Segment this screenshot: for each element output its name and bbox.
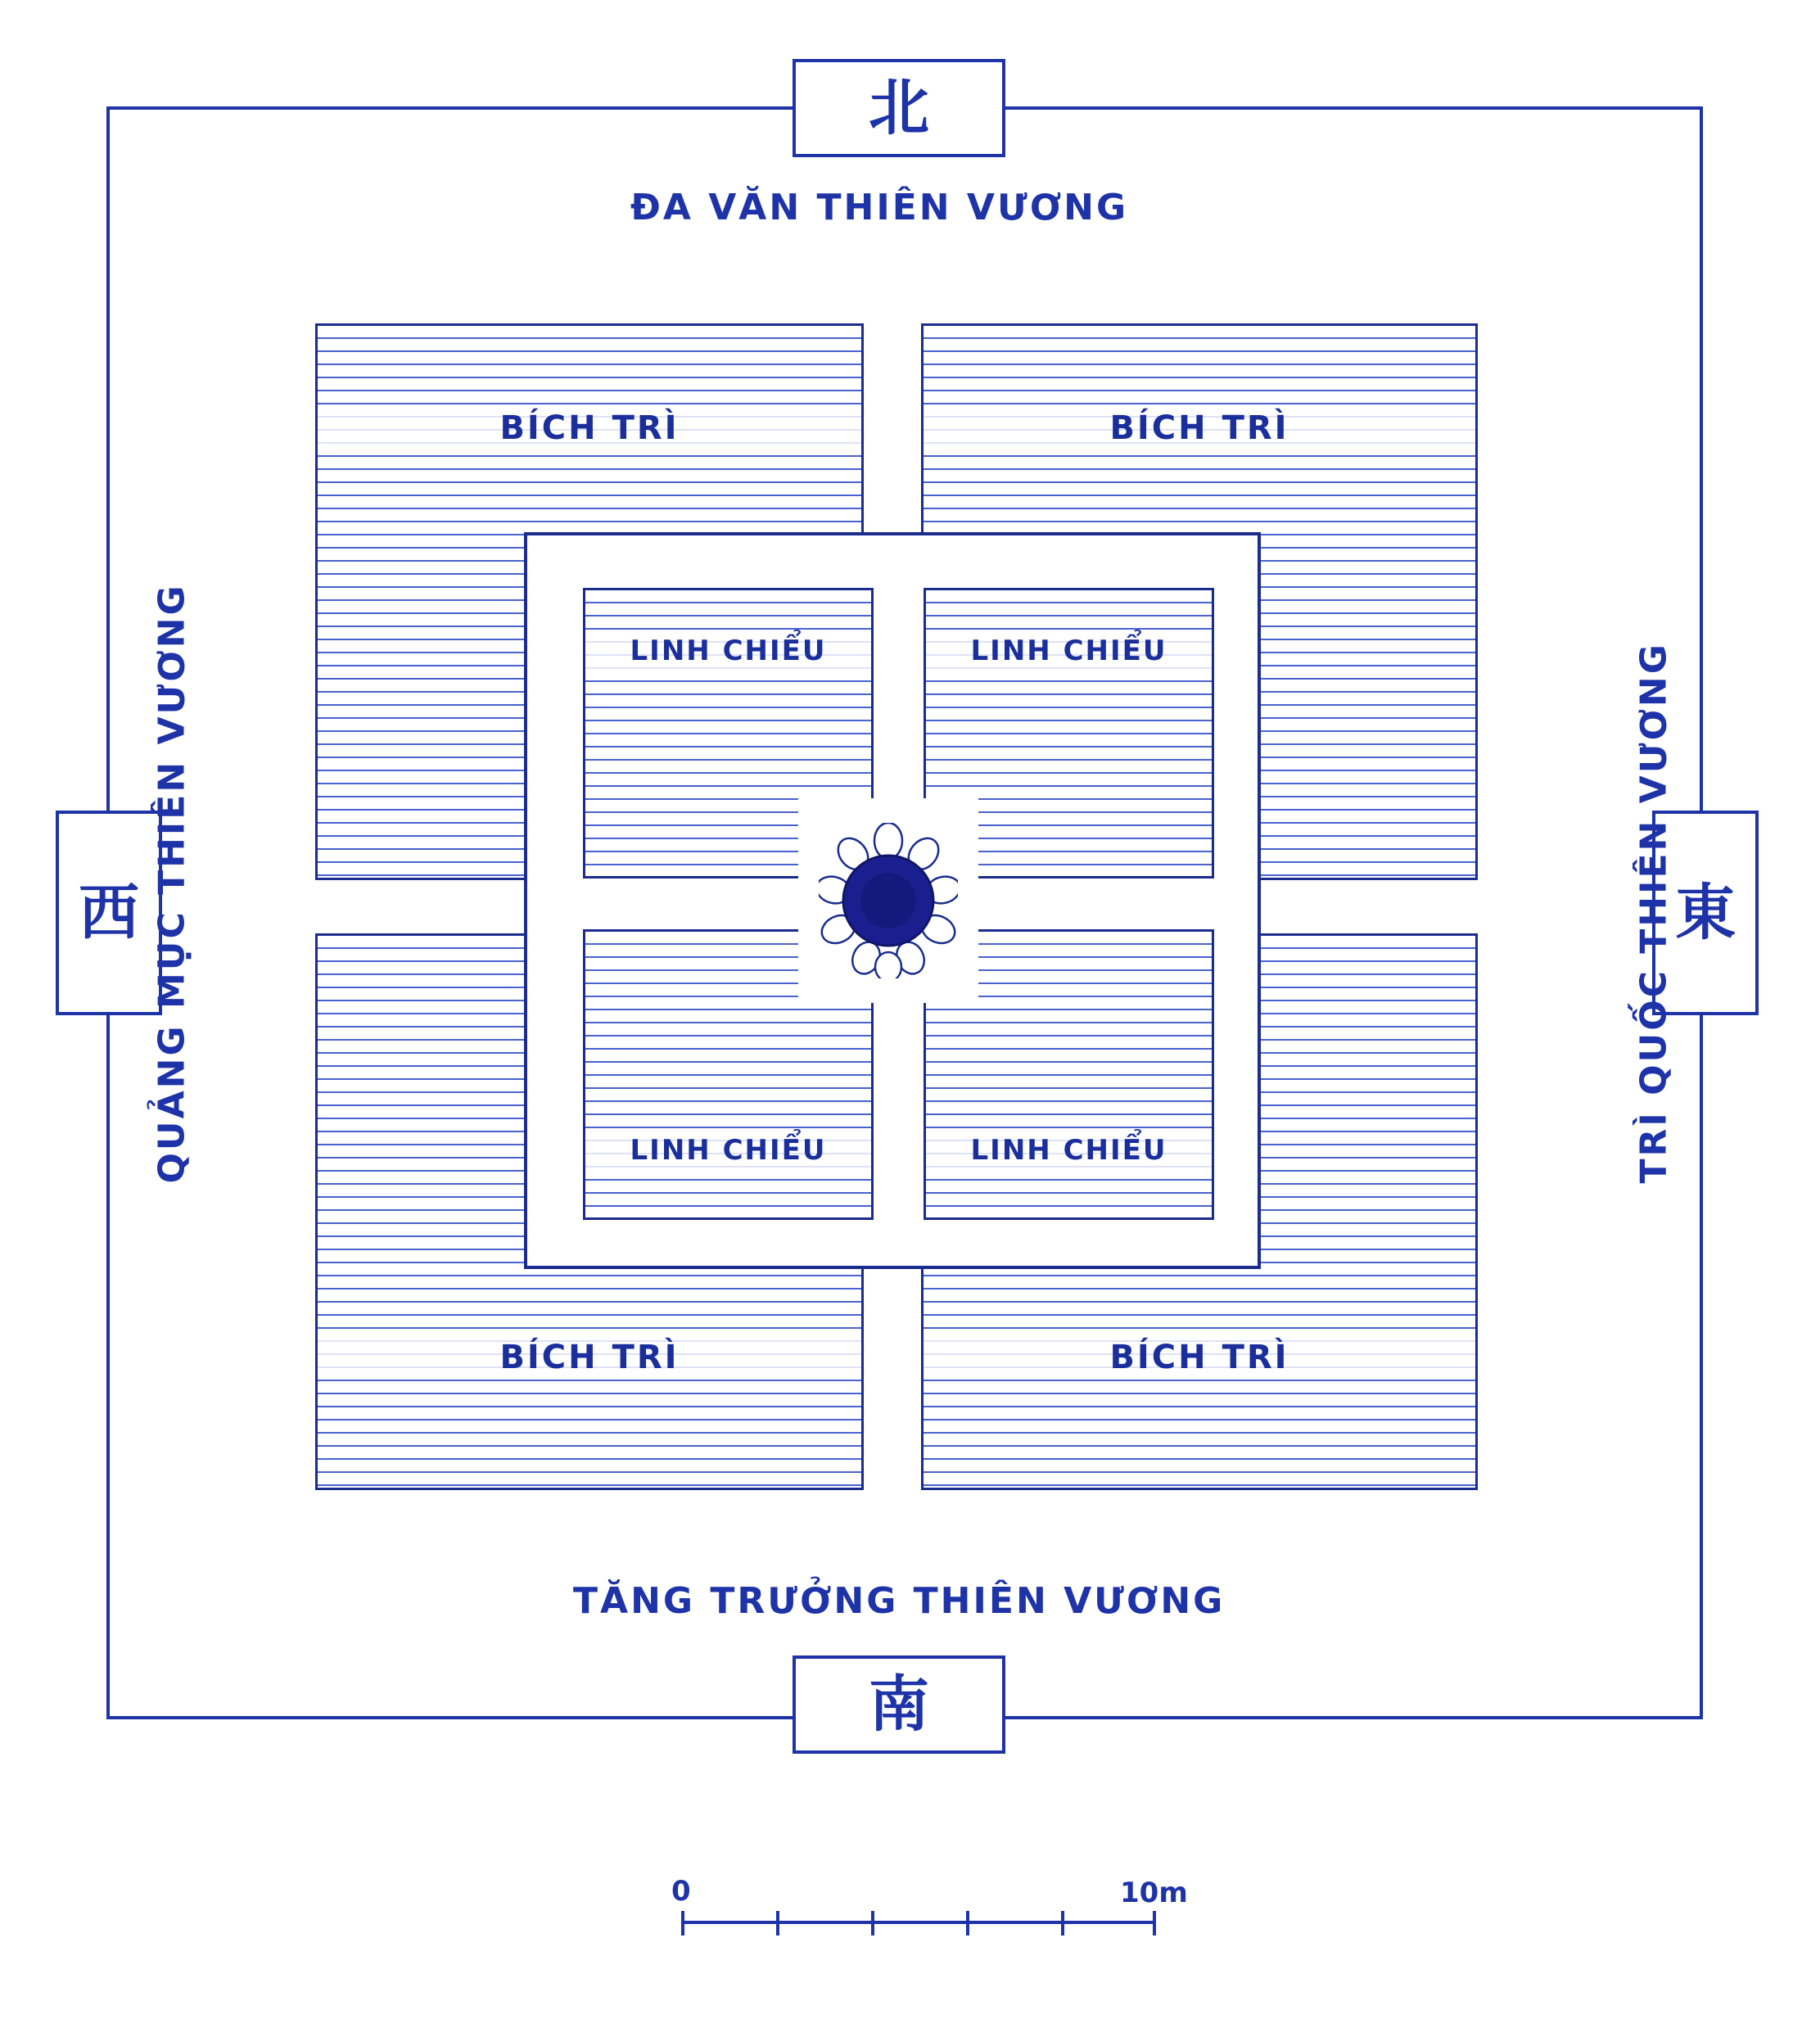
west-direction-box [56,811,162,1015]
scale-start-label: 0 [671,1875,691,1908]
south-direction-box [793,1655,1005,1754]
pond-label: BÍCH TRÌ [924,1337,1475,1378]
pond-label: LINH CHIỂU [926,1132,1212,1168]
scale-tick [1061,1911,1064,1935]
pond-label: BÍCH TRÌ [318,1337,861,1378]
guardian-label-east: TRÌ QUỐC THIÊN VƯƠNG [1633,642,1675,1184]
scale-tick [681,1911,684,1935]
scale-end-label: 10m [1120,1877,1188,1909]
west-glyph: 西 [79,878,139,948]
south-glyph: 南 [869,1669,929,1740]
scale-bar [671,1875,1188,1965]
scale-tick [966,1911,969,1935]
guardian-label-south: TĂNG TRƯỞNG THIÊN VƯƠNG [573,1580,1226,1622]
pond-label: BÍCH TRÌ [318,408,861,449]
scale-tick [871,1911,874,1935]
lotus-icon [819,823,958,978]
north-direction-box [793,59,1005,157]
north-glyph: 北 [869,73,929,143]
east-glyph: 東 [1675,878,1736,948]
pond-label: LINH CHIỂU [926,633,1212,669]
scale-tick [1153,1911,1156,1935]
guardian-label-north: ĐA VĂN THIÊN VƯƠNG [630,187,1129,228]
pond-label: BÍCH TRÌ [924,408,1475,449]
scale-tick [776,1911,779,1935]
scale-line [681,1921,1156,1924]
pond-label: LINH CHIỂU [585,633,871,669]
guardian-label-west: QUẢNG MỤC THIÊN VƯƠNG [151,583,193,1184]
pond-label: LINH CHIỂU [585,1132,871,1168]
